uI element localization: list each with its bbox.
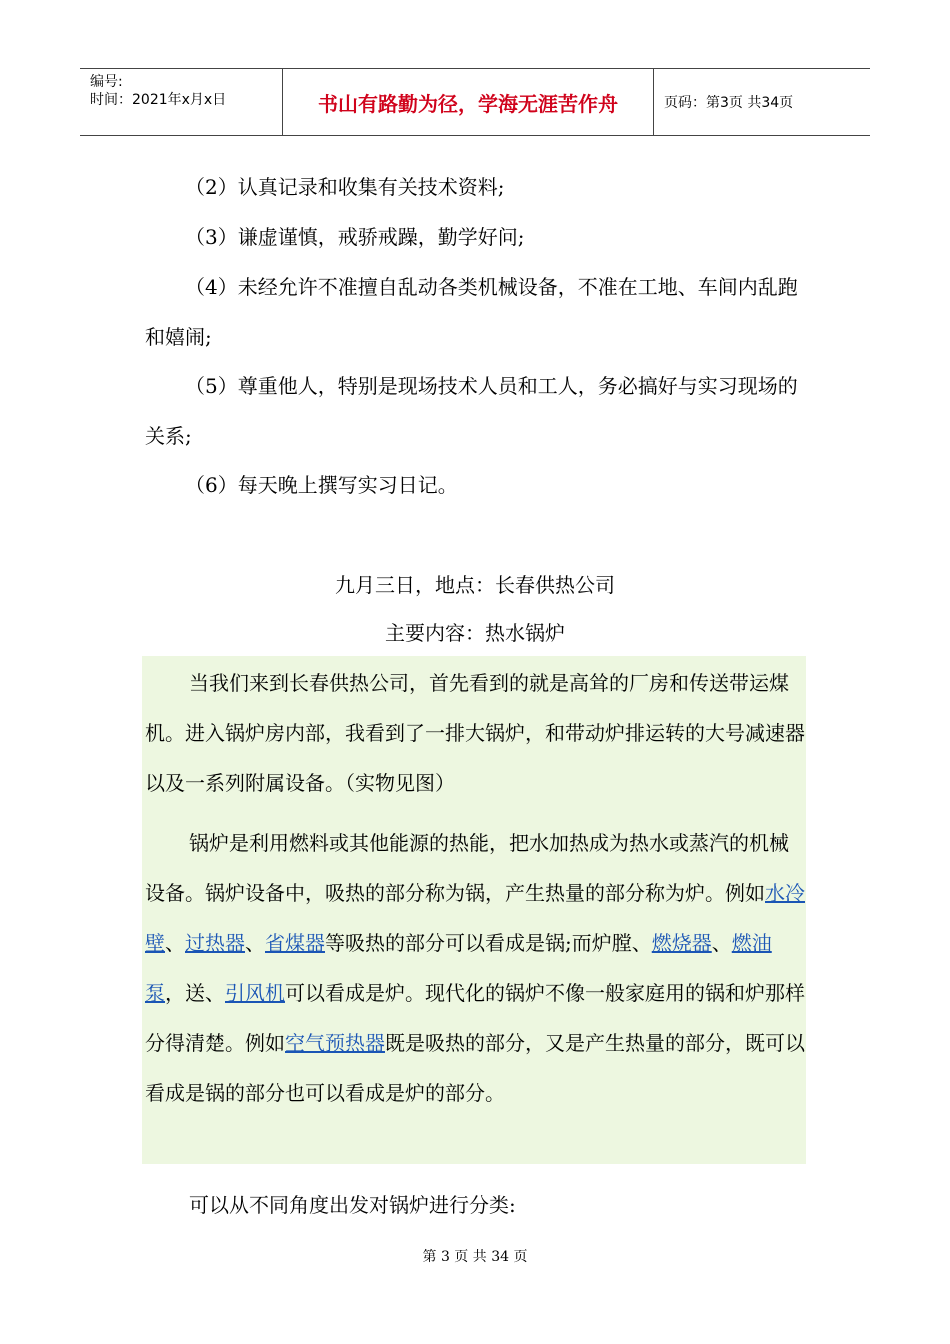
page-header: [80, 68, 870, 136]
visit-date-place: 九月三日，地点：长春供热公司: [335, 573, 615, 597]
header-meta: [80, 69, 282, 135]
link-superheater[interactable]: 过热器: [185, 931, 245, 955]
link-economizer[interactable]: 省煤器: [265, 931, 325, 955]
header-motto: 书山有路勤为径，学海无涯苦作舟: [282, 69, 654, 135]
item-3: （3）谦虚谨慎，戒骄戒躁，勤学好问;: [185, 225, 525, 249]
item-5: （5）尊重他人，特别是现场技术人员和工人，务必搞好与实习现场的关系;: [145, 374, 798, 448]
paragraph-classification: 可以从不同角度出发对锅炉进行分类:: [189, 1193, 516, 1217]
link-water-wall[interactable]: 水冷壁: [145, 881, 805, 955]
link-induced-draft-fan[interactable]: 引风机: [225, 981, 285, 1005]
page-footer: 第 3 页 共 34 页: [422, 1249, 528, 1265]
link-fuel-pump[interactable]: 燃油泵: [145, 931, 772, 1005]
item-2: （2）认真记录和收集有关技术资料;: [185, 175, 505, 199]
number-label: 编号:: [90, 74, 123, 90]
time-label: 时间：2021年x月x日: [90, 92, 227, 108]
item-4: （4）未经允许不准擅自乱动各类机械设备，不准在工地、车间内乱跑和嬉闹;: [145, 275, 798, 349]
paragraph-intro: 当我们来到长春供热公司，首先看到的就是高耸的厂房和传送带运煤机。进入锅炉房内部，我看到了一排大锅炉，和带动炉排运转的大号减速器以及一系列附属设备。（实物见图）: [145, 671, 805, 795]
link-air-preheater[interactable]: 空气预热器: [285, 1031, 385, 1055]
header-page-info: 页码：第3页 共34页: [664, 95, 794, 111]
link-burner[interactable]: 燃烧器: [651, 931, 712, 955]
visit-content: 主要内容：热水锅炉: [385, 621, 565, 645]
item-6: （6）每天晚上撰写实习日记。: [185, 473, 458, 497]
paragraph-boiler-definition: 锅炉是利用燃料或其他能源的热能，把水加热成为热水或蒸汽的机械设备。锅炉设备中，吸热的部分称为锅，产生热量的部分称为炉。例如水冷壁、过热器、省煤器等吸热的部分可以看成是锅;而炉膛、燃烧器、燃油泵，送、引风机可以看成是炉。现代化的锅炉不像一般家庭用的锅和炉那样分得清楚。例如空气预热器既是吸热的部分，又是产生热量的部分，既可以看成是锅的部分也可以看成是炉的部分。: [145, 831, 805, 1105]
